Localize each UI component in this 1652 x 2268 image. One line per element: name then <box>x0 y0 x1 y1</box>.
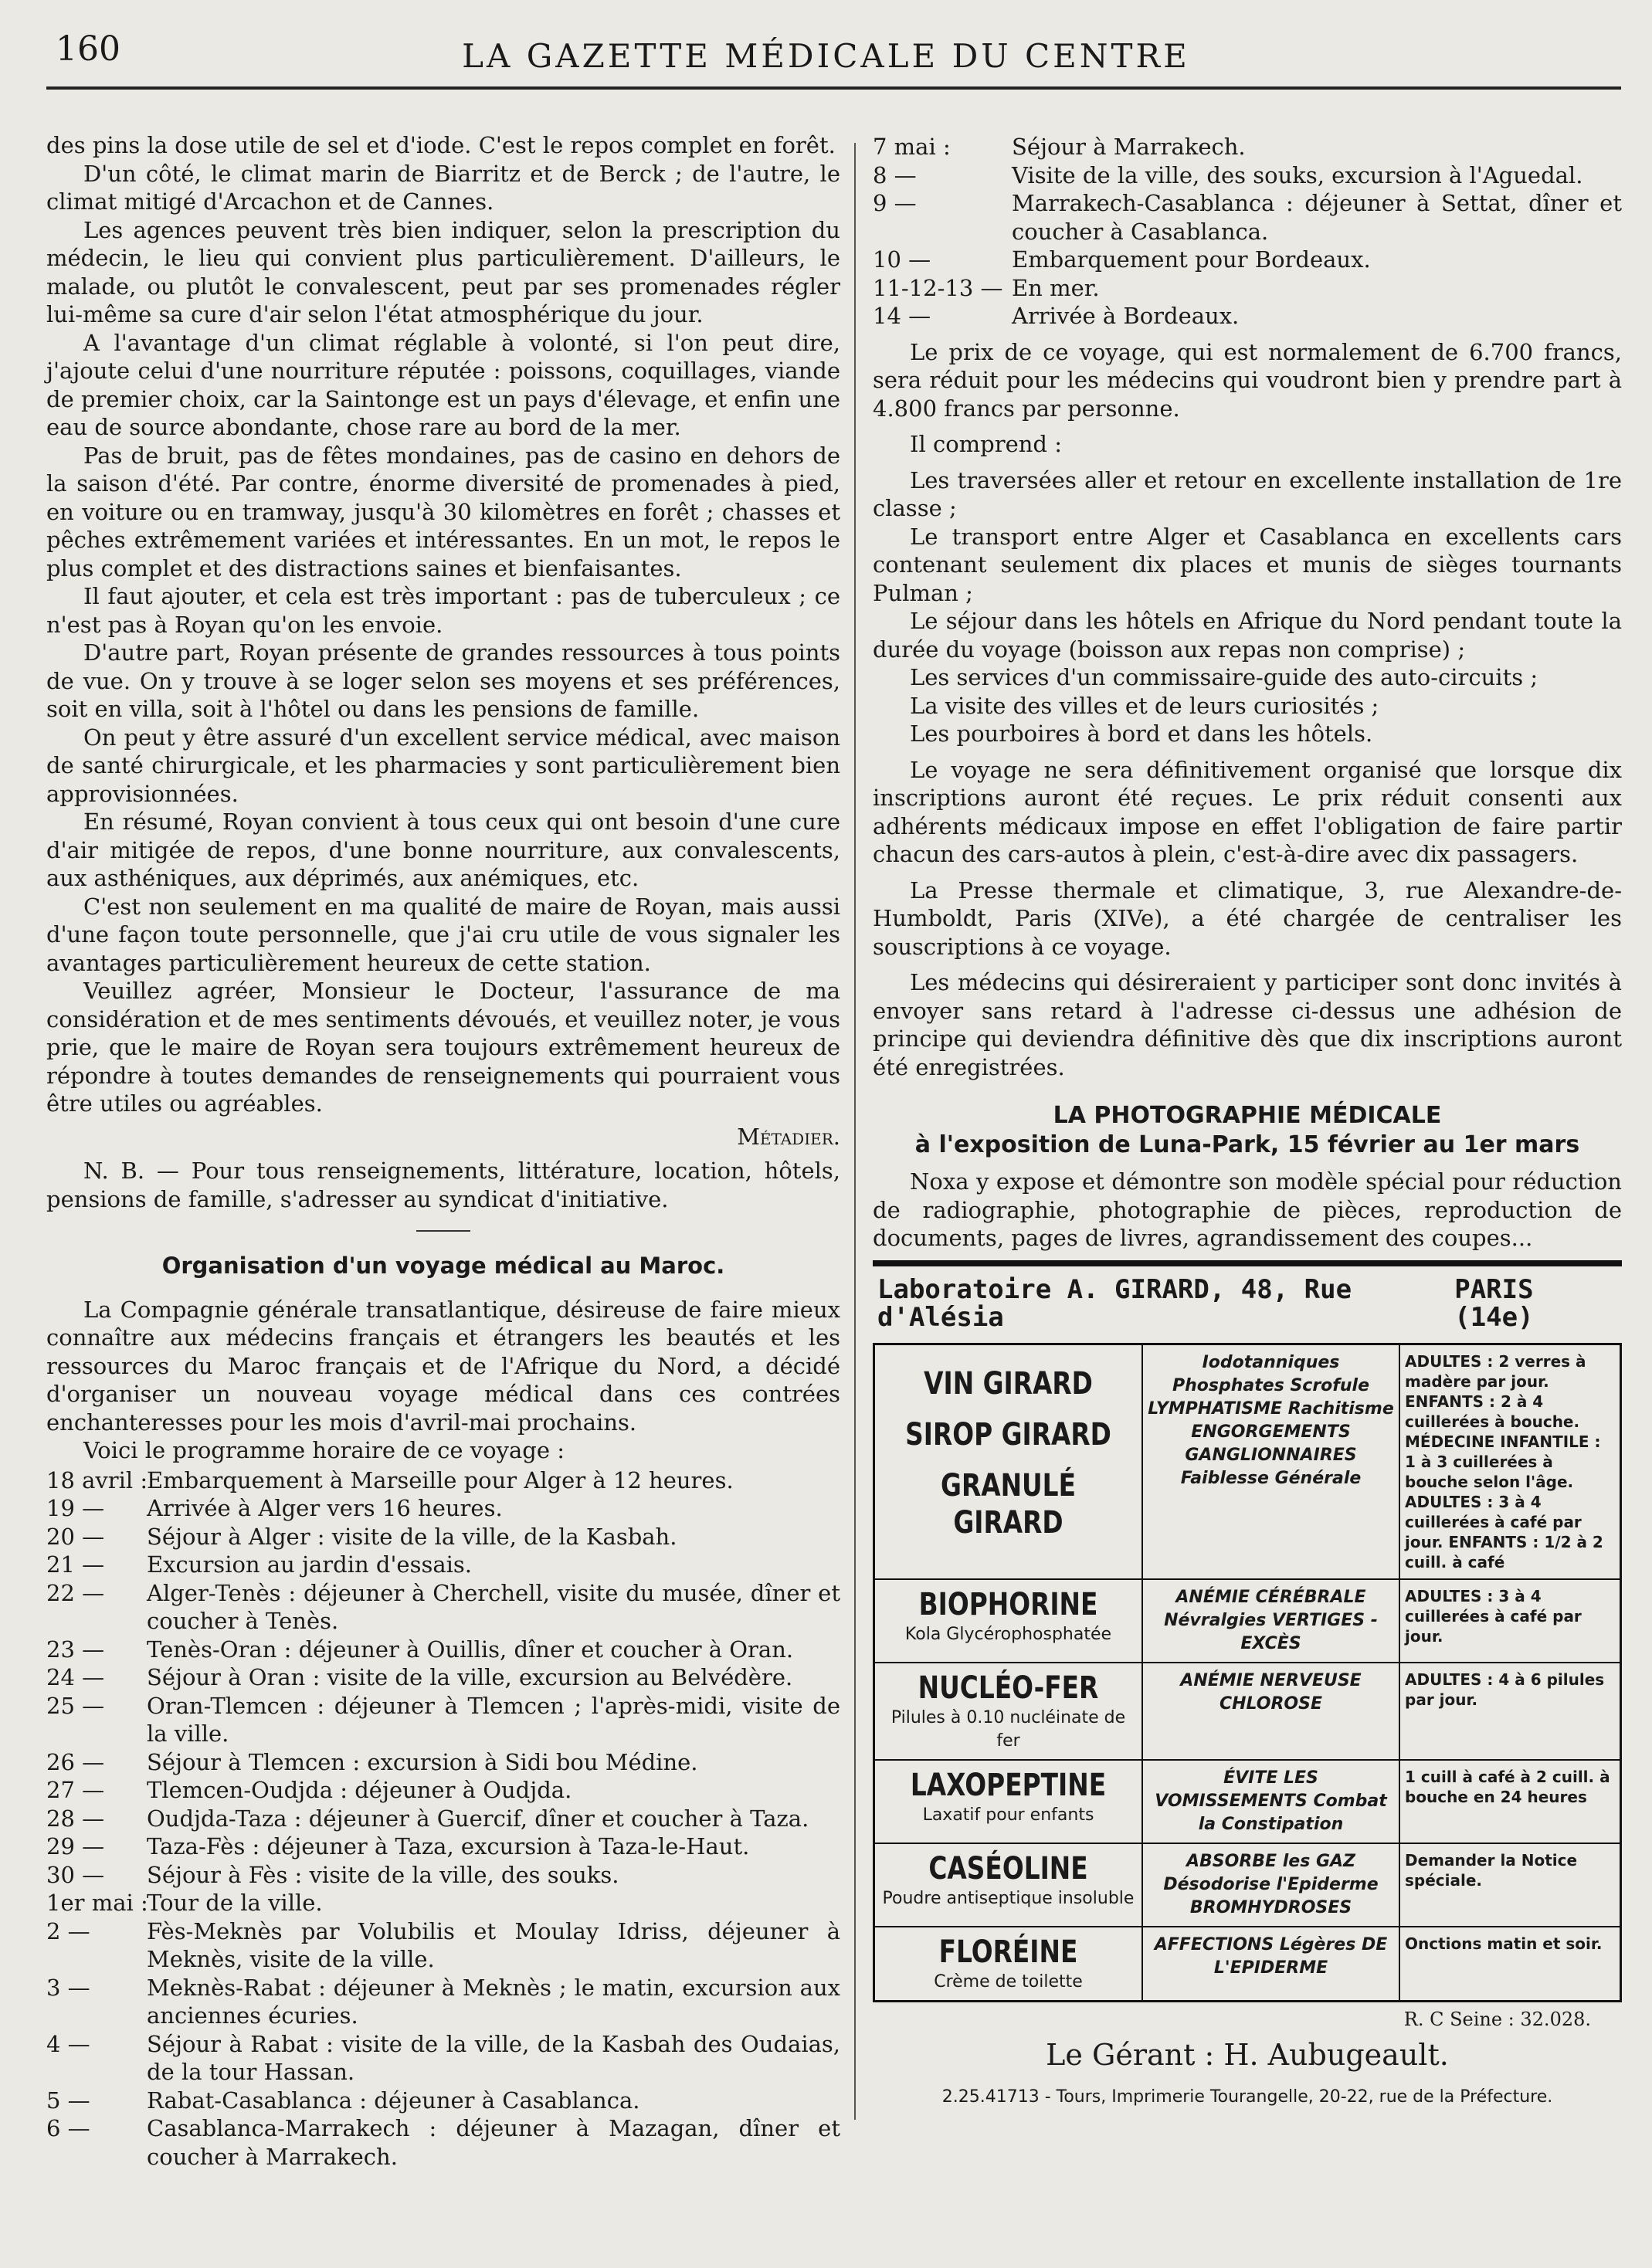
program-row <box>873 246 1622 274</box>
product-cell <box>875 1759 1141 1843</box>
program-date: 22 — <box>46 1579 105 1606</box>
participate-paragraph: Les médecins qui désireraient y participer sont donc invités à envoyer sans retard à l'adresse ci-dessus une adhésion de principe qui deviendra définitive dès que dix inscriptions auront été enregistrées. <box>873 969 1622 1080</box>
program-row <box>46 1692 840 1748</box>
product-description: Crème de toilette <box>934 1971 1083 1992</box>
dosage-cell: ADULTES : 3 à 4 cuillerées à café par jour. <box>1400 1578 1620 1662</box>
program-item: Tlemcen-Oudjda : déjeuner à Oudjda. <box>147 1777 572 1803</box>
signature: Métadier. <box>737 1123 840 1150</box>
left-column <box>46 131 840 2171</box>
program-date: 7 mai : <box>873 134 951 160</box>
program-date: 27 — <box>46 1777 105 1803</box>
product-cell <box>875 1662 1141 1759</box>
program-date: 21 — <box>46 1551 105 1578</box>
product-name: FLORÉINE <box>938 1934 1078 1970</box>
photo-headline <box>873 1101 1622 1160</box>
product-cell <box>875 1843 1141 1926</box>
program-row <box>46 1523 840 1551</box>
program-item: Arrivée à Alger vers 16 heures. <box>147 1495 503 1521</box>
program-row <box>46 1579 840 1636</box>
indication-cell: ANÉMIE CÉRÉBRALE Névralgies VERTIGES - EXCÈS <box>1141 1578 1400 1662</box>
program-row <box>46 1748 840 1777</box>
program-date: 23 — <box>46 1636 105 1663</box>
presse-paragraph: La Presse thermale et climatique, 3, rue Alexandre-de-Humboldt, Paris (XIVe), a été chargée de centraliser les souscriptions à ce voyage. <box>873 876 1622 960</box>
product-description: Laxatif pour enfants <box>922 1805 1094 1825</box>
program-item: Fès-Meknès par Volubilis et Moulay Idriss, déjeuner à Meknès, visite de la ville. <box>147 1917 840 1972</box>
product-description: Pilules à 0.10 nucléinate de fer <box>890 1707 1126 1751</box>
program-date: 29 — <box>46 1833 105 1859</box>
girard-ad-table <box>873 1343 1622 2002</box>
product-name: CASÉOLINE <box>928 1850 1088 1887</box>
product-name: VIN GIRARD <box>924 1365 1093 1402</box>
photo-headline-sub: à l'exposition de Luna-Park, 15 février au 1er mars <box>914 1131 1580 1158</box>
indication-cell: ANÉMIE NERVEUSE CHLOROSE <box>1141 1662 1400 1759</box>
dosage-cell: ADULTES : 2 verres à madère par jour. ENFANTS : 2 à 4 cuillerées à bouche. MÉDECINE INFANTILE : 1 à 3 cuillerées à bouche selon l'âge. ADULTES : 3 à 4 cuillerées à café par jour. ENFANTS : 1/2 à 2 cuill. à café <box>1405 1351 1603 1571</box>
program-row <box>873 189 1622 246</box>
dosage-cell: Demander la Notice spéciale. <box>1400 1843 1620 1926</box>
running-title: LA GAZETTE MÉDICALE DU CENTRE <box>462 37 1190 75</box>
rc-number: R. C Seine : 32.028. <box>1403 2008 1591 2030</box>
program-row <box>46 1776 840 1805</box>
program-row <box>873 302 1622 331</box>
includes-item: La visite des villes et de leurs curiosités ; <box>910 692 1379 719</box>
indication-cell: ÉVITE LES VOMISSEMENTS Combat la Constipation <box>1141 1759 1400 1843</box>
right-column <box>873 131 1622 2111</box>
program-item: Meknès-Rabat : déjeuner à Meknès ; le matin, excursion aux anciennes écuries. <box>147 1974 840 2029</box>
includes-item: Le séjour dans les hôtels en Afrique du Nord pendant toute la durée du voyage (boisson aux repas non comprise) ; <box>873 608 1622 663</box>
program-intro: Voici le programme horaire de ce voyage : <box>83 1437 565 1463</box>
program-item: Oudjda-Taza : déjeuner à Guercif, dîner et coucher à Taza. <box>147 1805 809 1832</box>
voyage-intro: La Compagnie générale transatlantique, désireuse de faire mieux connaître aux médecins français et étrangers les beautés et les ressources du Maroc français et de l'Afrique du Nord, a décidé d'organiser un nouveau voyage médical dans ces contrées enchanteresses pour les mois d'avril-mai prochains. <box>46 1296 840 1436</box>
program-row <box>46 1861 840 1890</box>
price-paragraph: Le prix de ce voyage, qui est normalement de 6.700 francs, sera réduit pour les médecins qui voudront bien y prendre part à 4.800 francs par personne. <box>873 338 1622 422</box>
product-cell <box>875 1345 1141 1578</box>
program-row <box>873 274 1622 303</box>
program-date: 2 — <box>46 1917 90 1944</box>
article-paragraph: Les agences peuvent très bien indiquer, selon la prescription du médecin, le lieu qui convient plus particulièrement. D'ailleurs, le malade, ou plutôt le convalescent, peut par ses promenades régler lui-même sa cure d'air selon l'état atmosphérique du jour. <box>46 216 840 327</box>
program-date: 30 — <box>46 1861 105 1888</box>
program-item: Séjour à Alger : visite de la ville, de la Kasbah. <box>147 1523 677 1550</box>
dosage-cell: Onctions matin et soir. <box>1400 1926 1620 2000</box>
ad-top-rule <box>873 1260 1622 1266</box>
program-row <box>46 1494 840 1523</box>
royan-article <box>46 131 840 1118</box>
program-row <box>873 133 1622 161</box>
section-rule <box>416 1230 470 1232</box>
product-name: BIOPHORINE <box>918 1586 1098 1622</box>
program-date: 19 — <box>46 1495 105 1521</box>
includes-item: Les services d'un commissaire-guide des auto-circuits ; <box>910 664 1538 690</box>
includes-list <box>873 466 1622 748</box>
includes-item: Le transport entre Alger et Casablanca en excellents cars contenant seulement dix places et munis de sièges tournants Pulman ; <box>873 523 1622 606</box>
section-title: Organisation d'un voyage médical au Maroc. <box>161 1253 725 1279</box>
program-date: 3 — <box>46 1974 90 2001</box>
article-paragraph: A l'avantage d'un climat réglable à volonté, si l'on peut dire, j'ajoute celui d'une nourriture réputée : poissons, coquillages, viande de premier choix, car la Saintonge est un pays d'élevage, et enfin une eau de source abondante, chose rare au bord de la mer. <box>46 329 840 440</box>
program-list-continued <box>873 133 1622 331</box>
program-row <box>46 1663 840 1692</box>
product-description: Poudre antiseptique insoluble <box>882 1888 1135 1908</box>
program-item: Excursion au jardin d'essais. <box>147 1551 473 1578</box>
program-date: 1er mai : <box>46 1890 148 1916</box>
program-row <box>46 1832 840 1861</box>
program-date: 14 — <box>873 303 931 329</box>
indication-cell: AFFECTIONS Légères DE L'EPIDERME <box>1141 1926 1400 2000</box>
includes-intro: Il comprend : <box>910 431 1062 457</box>
program-row <box>46 1466 840 1495</box>
program-item: Rabat-Casablanca : déjeuner à Casablanca. <box>147 2087 640 2114</box>
printer-line: 2.25.41713 - Tours, Imprimerie Tourangelle, 20-22, rue de la Préfecture. <box>941 2087 1553 2107</box>
program-row <box>46 1917 840 1974</box>
program-item: Séjour à Marrakech. <box>1012 134 1246 160</box>
program-item: Tenès-Oran : déjeuner à Ouillis, dîner et coucher à Oran. <box>147 1636 794 1663</box>
product-name: NUCLÉO-FER <box>918 1670 1099 1706</box>
noxa-paragraph: Noxa y expose et démontre son modèle spécial pour réduction de radiographie, photographie de pièces, reproduction de documents, pages de livres, agrandissement des coupes... <box>873 1168 1622 1251</box>
page-number: 160 <box>56 29 120 69</box>
program-row <box>46 2087 840 2115</box>
program-item: Embarquement pour Bordeaux. <box>1012 246 1371 273</box>
program-row <box>46 2030 840 2087</box>
program-item: Visite de la ville, des souks, excursion à l'Aguedal. <box>1012 161 1583 188</box>
program-item: Oran-Tlemcen : déjeuner à Tlemcen ; l'après-midi, visite de la ville. <box>147 1692 840 1747</box>
program-item: Séjour à Oran : visite de la ville, excursion au Belvédère. <box>147 1664 793 1690</box>
program-date: 25 — <box>46 1692 105 1719</box>
program-item: Casablanca-Marrakech : déjeuner à Mazagan, dîner et coucher à Marrakech. <box>147 2115 840 2170</box>
article-paragraph: D'autre part, Royan présente de grandes ressources à tous points de vue. On y trouve à se loger selon ses moyens et ses préférences, soit en villa, soit à l'hôtel ou dans les pensions de famille. <box>46 639 840 722</box>
article-paragraph: Pas de bruit, pas de fêtes mondaines, pas de casino en dehors de la saison d'été. Par contre, énorme diversité de promenades à pied, en voiture ou en tramway, jusqu'à 30 kilomètres en forêt ; chasses et pêches extrêmement variées et intéressantes. En un mot, le repos le plus complet et des distractions saines et bienfaisantes. <box>46 442 840 581</box>
article-paragraph: Il faut ajouter, et cela est très important : pas de tuberculeux ; ce n'est pas à Royan qu'on les envoie. <box>46 583 840 638</box>
includes-item: Les traversées aller et retour en excellente installation de 1re classe ; <box>873 466 1622 521</box>
product-name: GRANULÉ GIRARD <box>941 1467 1076 1541</box>
program-item: Taza-Fès : déjeuner à Taza, excursion à Taza-le-Haut. <box>147 1833 750 1859</box>
gerant: Le Gérant : H. Aubugeault. <box>1046 2038 1449 2072</box>
article-paragraph: C'est non seulement en ma qualité de maire de Royan, mais aussi d'une façon toute personnelle, que j'ai cru utile de vous signaler les avantages particulièrement heureux de cette station. <box>46 893 840 976</box>
nb-note: N. B. — Pour tous renseignements, littérature, location, hôtels, pensions de famille, s'adresser au syndicat d'initiative. <box>46 1158 840 1212</box>
program-row <box>46 1889 840 1917</box>
program-date: 18 avril : <box>46 1466 148 1493</box>
girard-ad-header <box>873 1273 1622 1333</box>
product-cell <box>875 1926 1141 2000</box>
program-date: 10 — <box>873 246 931 273</box>
program-date: 28 — <box>46 1805 105 1832</box>
program-date: 24 — <box>46 1664 105 1690</box>
program-date: 4 — <box>46 2030 90 2057</box>
product-description: Kola Glycérophosphatée <box>904 1624 1112 1644</box>
program-row <box>46 2114 840 2171</box>
program-date: 20 — <box>46 1523 105 1550</box>
article-paragraph: D'un côté, le climat marin de Biarritz et de Berck ; de l'autre, le climat mitigé d'Arcachon et de Cannes. <box>46 160 840 215</box>
program-item: Tour de la ville. <box>147 1890 323 1916</box>
article-paragraph: Veuillez agréer, Monsieur le Docteur, l'assurance de ma considération et de mes sentiments dévoués, et veuillez noter, je vous prie, que le maire de Royan sera toujours extrêmement heureux de répondre à toutes demandes de renseignements qui pourraient vous être utiles ou agréables. <box>46 978 840 1117</box>
product-name: LAXOPEPTINE <box>910 1767 1107 1803</box>
lab-city: PARIS (14e) <box>1454 1273 1534 1333</box>
article-paragraph: On peut y être assuré d'un excellent service médical, avec maison de santé chirurgicale, et les pharmacies y sont particulièrement bien approvisionnées. <box>46 724 840 807</box>
article-paragraph: des pins la dose utile de sel et d'iode. C'est le repos complet en forêt. <box>46 132 836 158</box>
column-divider <box>854 143 856 2120</box>
program-date: 6 — <box>46 2115 90 2141</box>
program-date: 5 — <box>46 2087 90 2114</box>
program-date: 26 — <box>46 1748 105 1775</box>
program-date: 8 — <box>873 161 917 188</box>
program-item: Arrivée à Bordeaux. <box>1012 303 1240 329</box>
indication-cell: ABSORBE les GAZ Désodorise l'Epiderme BROMHYDROSES <box>1141 1843 1400 1926</box>
header-rule <box>46 86 1621 90</box>
program-list <box>46 1466 840 2171</box>
program-row <box>873 161 1622 190</box>
program-item: Marrakech-Casablanca : déjeuner à Settat, dîner et coucher à Casablanca. <box>1012 190 1622 245</box>
article-paragraph: En résumé, Royan convient à tous ceux qui ont besoin d'une cure d'air mitigée de repos, d'une bonne nourriture, aux convalescents, aux asthéniques, aux déprimés, aux anémiques, etc. <box>46 809 840 891</box>
program-date: 9 — <box>873 190 917 216</box>
program-item: Alger-Tenès : déjeuner à Cherchell, visite du musée, dîner et coucher à Tenès. <box>147 1579 840 1634</box>
program-date: 11-12-13 — <box>873 274 1003 301</box>
includes-item: Les pourboires à bord et dans les hôtels. <box>910 720 1373 747</box>
dosage-cell: 1 cuill à café à 2 cuill. à bouche en 24 heures <box>1400 1759 1620 1843</box>
program-item: Séjour à Rabat : visite de la ville, de la Kasbah des Oudaias, de la tour Hassan. <box>147 2030 840 2085</box>
program-item: Séjour à Fès : visite de la ville, des souks. <box>147 1861 619 1888</box>
indication-cell: Iodotanniques Phosphates Scrofule LYMPHATISME Rachitisme ENGORGEMENTS GANGLIONNAIRES Faiblesse Générale <box>1141 1345 1400 1578</box>
dosage-cell: ADULTES : 4 à 6 pilules par jour. <box>1400 1662 1620 1759</box>
product-name: SIROP GIRARD <box>905 1416 1111 1453</box>
lab-address: Laboratoire A. GIRARD, 48, Rue d'Alésia <box>877 1273 1352 1333</box>
program-item: En mer. <box>1012 274 1100 301</box>
program-row <box>46 1636 840 1664</box>
organize-paragraph: Le voyage ne sera définitivement organisé que lorsque dix inscriptions auront été reçues. Le prix réduit consenti aux adhérents médicaux impose en effet l'obligation de faire partir chacun des cars-autos à plein, c'est-à-dire avec dix passagers. <box>873 756 1622 867</box>
program-item: Séjour à Tlemcen : excursion à Sidi bou Médine. <box>147 1748 698 1775</box>
program-row <box>46 1974 840 2030</box>
photo-headline-title: LA PHOTOGRAPHIE MÉDICALE <box>1053 1102 1442 1129</box>
program-row <box>46 1805 840 1833</box>
product-cell <box>875 1578 1141 1662</box>
program-row <box>46 1551 840 1579</box>
program-item: Embarquement à Marseille pour Alger à 12 heures. <box>147 1466 734 1493</box>
